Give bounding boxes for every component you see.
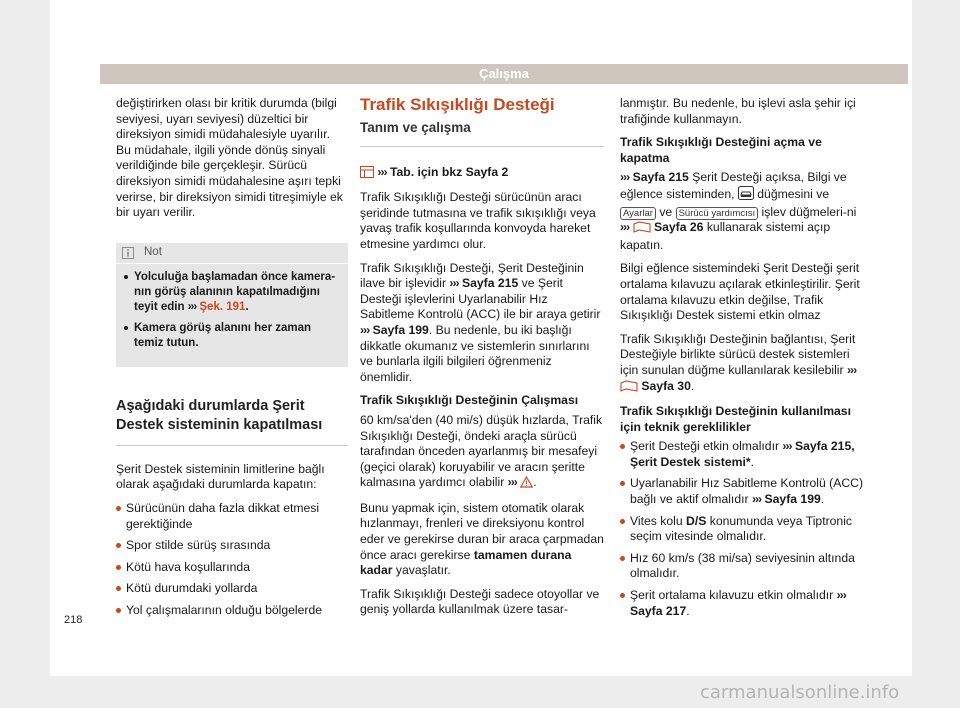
paragraph-text: .: [690, 378, 695, 393]
list-item: [620, 476, 864, 507]
paragraph-text: kullanarak sistemi açıp kapatın.: [620, 220, 831, 252]
table-link[interactable]: Tab. için bkz Sayfa 2: [389, 164, 509, 179]
figure-link[interactable]: Şek. 191: [199, 300, 246, 313]
list-item: Yol çalışmalarının olduğu bölgelerde: [116, 603, 348, 619]
page-link[interactable]: Sayfa 215, Şerit Destek sistemi*: [630, 439, 855, 469]
section-intro: Şerit Destek sisteminin limitlerine bağlı olarak aşağıdaki durumlarda kapatın:: [116, 461, 325, 492]
section-heading: Aşağıdaki durumlarda Şerit Destek sisteminin kapatılması: [116, 397, 348, 446]
paragraph: Trafik Sıkışıklığı Desteği sadece otoyollar ve geniş yollarda kullanılmak üzere tasar-: [360, 586, 600, 617]
column-right: [620, 96, 864, 625]
list-item: Kötü hava koşullarında: [116, 560, 348, 576]
note-label: Not: [144, 245, 162, 258]
page-title: Trafik Sıkışıklığı Desteği: [360, 95, 555, 114]
paragraph-text: Şerit Desteği açıksa, Bilgi ve eğlence sisteminden,: [620, 170, 847, 201]
page-link[interactable]: Sayfa 217: [630, 603, 687, 618]
reference-arrow: ›››: [449, 276, 459, 291]
note-item-text: Yolculuğa başlamadan önce kamera-nın görüş alanının kapatılmadığını teyit edin: [134, 270, 336, 313]
reference-arrow: ›››: [620, 220, 630, 235]
reference-arrow: ›››: [836, 588, 846, 603]
paragraph: Bilgi eğlence sistemindeki Şerit Desteği şerit ortalama kılavuzu açılarak etkinleştirilir. Şerit ortalama kılavuzu etkin değilse, Trafik Sıkışıklığı Destek sistemi etkin olmaz: [620, 261, 860, 323]
paragraph-text: yavaşlatır.: [395, 563, 451, 578]
subsection-heading: Trafik Sıkışıklığı Desteğinin Çalışması: [360, 393, 579, 408]
list-item: Spor stilde sürüş sırasında: [116, 538, 348, 554]
emphasis-text: tamamen durana kadar: [360, 547, 572, 578]
manual-book-icon: [633, 221, 651, 238]
paragraph-text: 60 km/sa'den (40 mi/s) düşük hızlarda, Trafik Sıkışıklığı Desteği, öndeki araçla sürücü tarafından önceden ayarlanmış bir mesafeyi (geçici olarak) koruyabilir ve aracın şeritte kalmasına yardımcı olabilir: [360, 412, 603, 490]
paragraph: [620, 332, 864, 396]
list-item-text: Vites kolu: [630, 513, 683, 528]
page-number: 218: [64, 614, 83, 626]
intro-paragraph: değiştirirken olası bir kritik durumda (bilgi seviyesi, uyarı seviyesi) düzeltici bir direksiyon simidi müdahalesiyle uyarılır. Bu müdahale, ilgili yönde dönüş sinyali verildiğinde bile gerçekleşir. Sürücü direksiyon simidi müdahalesine aşırı tepki verirse, bir direksiyon simidi titreşimiyle ek bir uyarı verilir.: [116, 96, 343, 220]
list-item-text: Uyarlanabilir Hız Sabitleme Kontrolü (ACC) bağlı ve aktif olmalıdır: [630, 476, 863, 507]
list-item-text: .: [686, 603, 690, 618]
list-item: [620, 588, 864, 619]
note-item-text: Kamera görüş alanını her zaman temiz tutun.: [134, 321, 312, 349]
list-item-text: Şerit ortalama kılavuzu etkin olmalıdır: [630, 588, 834, 603]
list-item-text: Şerit Desteği etkin olmalıdır: [630, 439, 780, 454]
reference-arrow: ›››: [782, 439, 792, 454]
page-link[interactable]: Sayfa 215: [632, 170, 689, 185]
paragraph-text: Trafik Sıkışıklığı Desteği, Şerit Desteğinin ilave bir işlevidir: [360, 260, 584, 291]
column-middle: [360, 96, 604, 626]
paragraph-text: ve: [659, 204, 673, 219]
paragraph-text: düğmesini ve: [757, 186, 830, 201]
note-body: [116, 264, 348, 351]
page-link[interactable]: Sayfa 199: [372, 322, 429, 337]
note-header: [116, 243, 348, 264]
table-reference: [360, 165, 604, 183]
reference-arrow: ›››: [846, 362, 857, 377]
subsection-heading: Trafik Sıkışıklığı Desteğinin kullanılması için teknik gereklilikler: [620, 404, 851, 434]
reference-arrow: ›››: [187, 300, 197, 313]
page-link[interactable]: Sayfa 215: [461, 276, 519, 291]
list-item: Sürücünün daha fazla dikkat etmesi gerektiğinde: [116, 501, 348, 532]
note-box: [116, 243, 348, 367]
reference-arrow: ›››: [360, 322, 370, 337]
reference-arrow: ›››: [620, 170, 630, 185]
subsection-heading: Trafik Sıkışıklığı Desteğini açma ve kapatma: [620, 135, 822, 165]
column-left: [116, 96, 348, 625]
page-link[interactable]: Sayfa 30: [641, 378, 691, 393]
warning-icon[interactable]: [520, 476, 533, 493]
watermark: carmanualsonline.info: [700, 682, 900, 703]
paragraph-text: Bunu yapmak için, sistem otomatik olarak hızlanmayı, frenleri ve direksiyonu kontrol eder ve gerekirse duran bir araca çarpmadan önce aracı gerekirse: [360, 500, 604, 562]
paragraph: [360, 501, 604, 579]
manual-book-icon: [620, 380, 638, 397]
page-link[interactable]: Sayfa 26: [653, 220, 704, 235]
chapter-header: Çalışma: [100, 64, 908, 84]
reference-arrow: ›››: [377, 164, 387, 179]
paragraph-text: . Bu nedenle, bu iki başlığı dikkatle okumanız ve sistemlerin sınırlarını ve bunlarla ilgili bilgileri öğrenmeniz önemlidir.: [360, 322, 590, 384]
paragraph: lanmıştır. Bu nedenle, bu işlevi asla şehir içi trafiğinde kullanmayın.: [620, 96, 856, 126]
page-subtitle: Tanım ve çalışma: [360, 120, 604, 147]
note-item: [124, 270, 340, 315]
gear-position: D/S: [686, 513, 707, 528]
driver-assist-key[interactable]: Sürücü yardımcısı: [676, 207, 759, 220]
reference-arrow: ›››: [507, 475, 517, 490]
note-item-end: .: [245, 300, 249, 313]
list-item-text: .: [820, 492, 825, 507]
list-item-text: konumunda veya Tiptronic seçim vitesinde olmalıdır.: [630, 513, 853, 544]
car-icon[interactable]: [738, 186, 754, 205]
paragraph-text: işlev düğmeleri-ni: [761, 204, 857, 219]
paragraph-text: Trafik Sıkışıklığı Desteğinin bağlantısı, Şerit Desteğiyle birlikte sürücü destek sistemleri için sunulan düğme kullanılarak kesilebilir: [620, 331, 856, 377]
settings-key[interactable]: Ayarlar: [620, 207, 656, 220]
list-item: [620, 514, 864, 545]
paragraph-text: .: [533, 475, 537, 490]
paragraph: [620, 170, 864, 253]
paragraph: [360, 413, 604, 493]
paragraph: Trafik Sıkışıklığı Desteği sürücünün aracı şeridinde tutmasına ve trafik sıkışıklığı veya yavaş trafik koşullarında konvoyda hareket etmesine yardımcı olur.: [360, 190, 596, 251]
list-item: Kötü durumdaki yollarda: [116, 581, 348, 597]
paragraph: [360, 261, 604, 386]
list-item-text: .: [750, 454, 754, 469]
table-icon: [360, 166, 374, 183]
note-item: [124, 321, 340, 351]
info-icon: [122, 247, 134, 259]
reference-arrow: ›››: [751, 492, 762, 507]
list-item: [620, 439, 864, 470]
list-item: Hız 60 km/s (38 mi/sa) seviyesinin altında olmalıdır.: [620, 551, 864, 582]
paragraph-text: ve Şerit Desteği işlevlerini Uyarlanabilir Hız Sabitleme Kontrolü (ACC) ile bir araya getirir: [360, 276, 601, 322]
page-link[interactable]: Sayfa 199: [764, 492, 821, 507]
